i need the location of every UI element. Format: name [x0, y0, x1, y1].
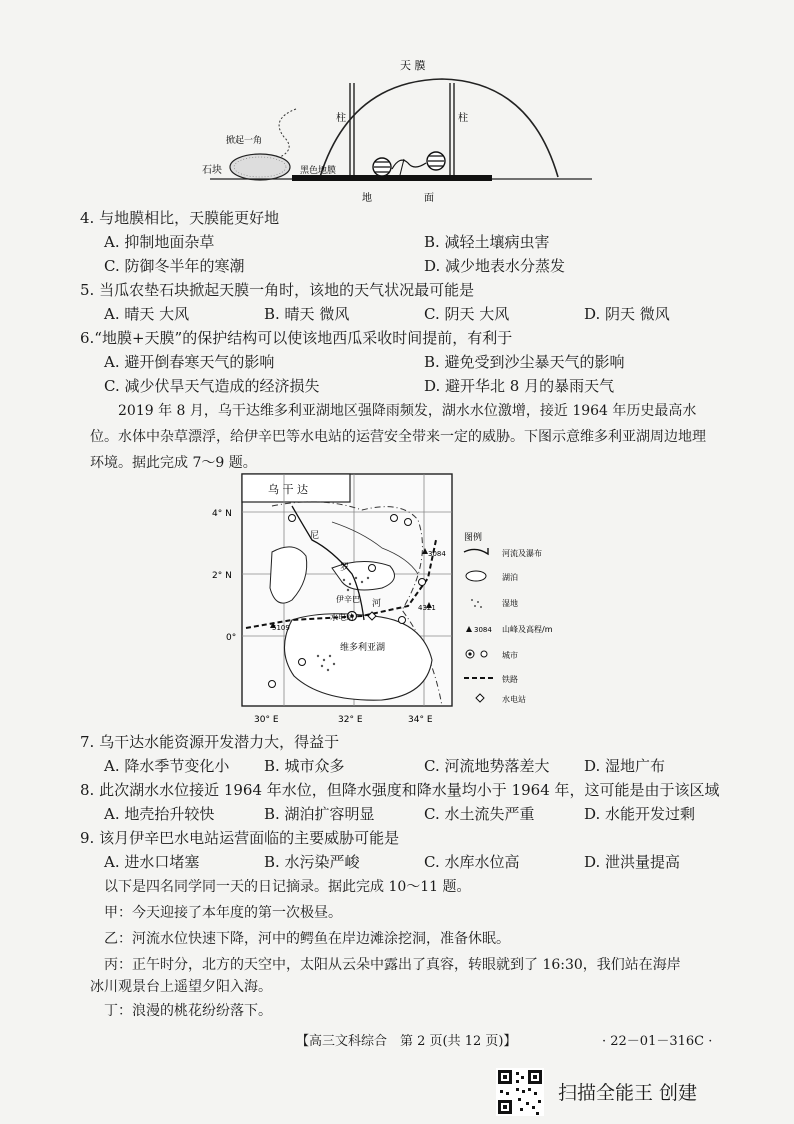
lon-label-30e: 30° E: [254, 715, 279, 725]
lon-label-32e: 32° E: [338, 715, 363, 725]
label-pillar-right: 柱: [458, 113, 468, 124]
legend-hydro: 水电站: [502, 695, 526, 704]
q8-option-a: A. 地壳抬升较快: [104, 805, 215, 823]
legend-city: 城市: [502, 651, 518, 660]
q9-option-a: A. 进水口堵塞: [104, 853, 200, 871]
legend-peak-sample: 3084: [474, 626, 492, 634]
q6-option-c: C. 减少伏旱天气造成的经济损失: [104, 377, 320, 395]
q8-option-d: D. 水能开发过剩: [584, 805, 696, 823]
elevation-3084: 3084: [428, 550, 446, 558]
q6-option-b: B. 避免受到沙尘暴天气的影响: [424, 353, 625, 371]
label-sky-film: 天 膜: [400, 59, 426, 72]
q9-option-c: C. 水库水位高: [424, 853, 520, 871]
exam-code: · 22－01－316C ·: [602, 1034, 713, 1049]
page-info: 【高三文科综合 第 2 页(共 12 页)】: [296, 1034, 517, 1049]
q8-option-b: B. 湖泊扩容明显: [264, 805, 375, 823]
lake-label: 维多利亚湖: [340, 643, 386, 653]
q7-option-c: C. 河流地势落差大: [424, 757, 550, 775]
map-legend: [464, 531, 553, 704]
vine: [392, 160, 426, 169]
river-label-luo: 罗: [340, 563, 350, 573]
legend-wetland: 湿地: [502, 599, 518, 608]
river-label-ni: 尼: [310, 531, 320, 541]
legend-title: 图例: [464, 533, 483, 543]
q8-option-c: C. 水土流失严重: [424, 805, 535, 823]
lake-victoria-map: [212, 470, 572, 728]
q9-option-b: B. 水污染严峻: [264, 853, 360, 871]
question-5-stem: 5. 当瓜农垫石块掀起天膜一角时，该地的天气状况最可能是: [80, 281, 475, 299]
q5-option-b: B. 晴天 微风: [264, 305, 350, 323]
elevation-4321: 4321: [418, 604, 436, 612]
q6-option-a: A. 避开倒春寒天气的影响: [104, 353, 275, 371]
qr-code-icon: [496, 1068, 544, 1116]
q4-option-a: A. 抑制地面杂草: [104, 233, 215, 251]
q5-option-d: D. 阴天 微风: [584, 305, 670, 323]
lat-label-0: 0°: [226, 633, 237, 643]
label-stone: 石块: [202, 165, 222, 176]
question-8-stem: 8. 此次湖水水位接近 1964 年水位，但降水强度和降水量均小于 1964 年，这可能是由于该区域: [80, 781, 720, 799]
lat-label-4n: 4° N: [212, 509, 232, 519]
scanner-watermark: 扫描全能王 创建: [558, 1082, 698, 1104]
legend-lake: 湖泊: [502, 573, 518, 582]
label-pillar-left: 柱: [336, 113, 346, 124]
question-6-stem: 6.“地膜+天膜”的保护结构可以使该地西瓜采收时间提前，有利于: [80, 329, 513, 347]
diary-line-bing-cont: 冰川观景台上遥望夕阳入海。: [90, 979, 272, 995]
map-country-label: 乌 干 达: [268, 483, 308, 496]
legend-river: 河流及瀑布: [502, 549, 542, 558]
dam-label-1: 伊辛巴: [336, 595, 360, 604]
elevation-5109: 5109: [272, 624, 290, 632]
q7-option-b: B. 城市众多: [264, 757, 345, 775]
stone-shape: [230, 154, 290, 180]
legend-peak: 山峰及高程/m: [502, 625, 553, 634]
q7-option-d: D. 湿地广布: [584, 757, 666, 775]
label-ground-left: 地: [362, 193, 372, 204]
dam-label-2: 水电站: [330, 613, 354, 622]
q5-option-c: C. 阴天 大风: [424, 305, 510, 323]
river-label-he: 河: [372, 599, 382, 609]
question-9-stem: 9. 该月伊辛巴水电站运营面临的主要威胁可能是: [80, 829, 400, 847]
q7-option-a: A. 降水季节变化小: [104, 757, 230, 775]
diary-line-ding: 丁：浪漫的桃花纷纷落下。: [104, 1003, 272, 1019]
q4-option-b: B. 减轻土壤病虫害: [424, 233, 550, 251]
lat-label-2n: 2° N: [212, 571, 232, 581]
diary-intro: 以下是四名同学同一天的日记摘录。据此完成 10～11 题。: [104, 879, 471, 895]
q6-option-d: D. 避开华北 8 月的暴雨天气: [424, 377, 615, 395]
q9-option-d: D. 泄洪量提高: [584, 853, 681, 871]
passage-7-9: 2019 年 8 月，乌干达维多利亚湖地区强降雨频发，湖水水位激增，接近 1964 年历史最高水位。水体中杂草漂浮，给伊辛巴等水电站的运营安全带来一定的威胁。下图示意维多利亚湖周边地理环境。据此完成 7～9 题。: [90, 403, 706, 471]
label-lifted-corner: 掀起一角: [226, 136, 263, 146]
q5-option-a: A. 晴天 大风: [104, 305, 190, 323]
diary-line-yi: 乙：河流水位快速下降，河中的鳄鱼在岸边滩涂挖洞，准备休眠。: [104, 931, 510, 947]
label-black-film: 黑色地膜: [300, 166, 337, 176]
question-4-stem: 4. 与地膜相比，天膜能更好地: [80, 209, 280, 227]
question-7-stem: 7. 乌干达水能资源开发潜力大，得益于: [80, 733, 340, 751]
label-ground-right: 面: [424, 193, 434, 204]
q4-option-d: D. 减少地表水分蒸发: [424, 257, 566, 275]
lon-label-34e: 34° E: [408, 715, 433, 725]
diary-line-bing: 丙：正午时分，北方的天空中，太阳从云朵中露出了真容，转眼就到了 16:30，我们站在海岸: [104, 957, 681, 973]
diary-line-jia: 甲：今天迎接了本年度的第一次极昼。: [104, 905, 342, 921]
legend-railway: 铁路: [502, 675, 518, 684]
q4-option-c: C. 防御冬半年的寒潮: [104, 257, 245, 275]
lifted-film-curve: [279, 109, 296, 157]
greenhouse-diagram: [200, 45, 600, 215]
